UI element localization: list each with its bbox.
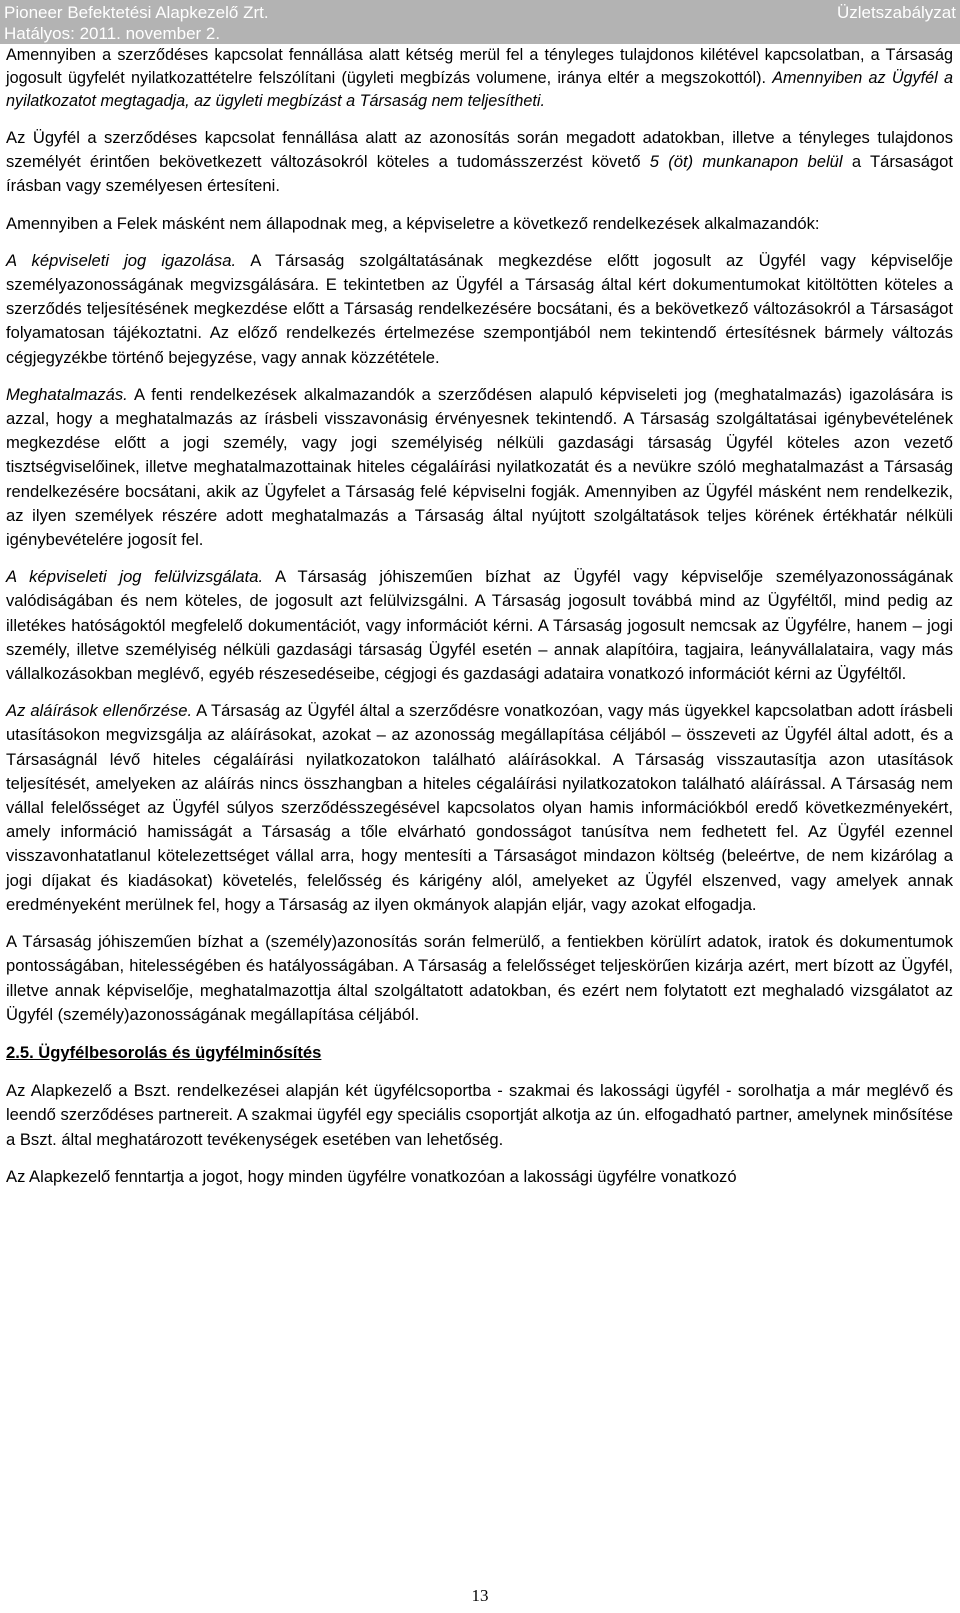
page-header <box>0 0 960 44</box>
paragraph-good-faith <box>6 930 953 1027</box>
paragraph-representation-review <box>6 565 953 686</box>
paragraph-text-italic: Amennyiben az Ügyfél a nyilatkozatot megtagadja, az ügyleti megbízást a Társaság nem teljesítheti. <box>6 69 953 110</box>
paragraph-text: A Társaság jóhiszeműen bízhat az Ügyfél vagy képviselője személyazonosságának valódiságában és nem köteles, de jogosult azt felülvizsgálni. A Társaság jogosult továbbá mind az Ügyféltől, mind pedig az illetékes hatóságoktól megfelelő dokumentációt, vagy információt kérni. A Társaság jogosult nemcsak az Ügyfélre, hanem – jogi személy, illetve személyiség nélküli gazdasági társaság Ügyfél esetén – annak alapítóira, tagjaira, leányvállalataira, vagy más vállalkozásokban meglévő, egyéb részesedéseibe, cégjogi és gazdasági adataira vonatkozó információt kérni az Ügyféltől. <box>6 567 953 684</box>
paragraph-text: a Társaságot írásban vagy személyesen értesíteni. <box>6 152 953 196</box>
paragraph-change-notification <box>6 126 953 199</box>
header-company: Pioneer Befektetési Alapkezelő Zrt. <box>4 3 269 22</box>
paragraph-heading: Meghatalmazás. <box>6 384 128 404</box>
paragraph-power-of-attorney <box>6 383 953 552</box>
paragraph-signature-check <box>6 699 953 917</box>
paragraph-heading: Az aláírások ellenőrzése. <box>6 701 193 721</box>
section-title: 2.5. Ügyfélbesorolás és ügyfélminősítés <box>6 1042 322 1062</box>
header-row-top <box>4 2 956 23</box>
document-body <box>0 44 960 1189</box>
paragraph-representation-intro <box>6 212 953 236</box>
paragraph-beneficial-owner <box>6 44 953 113</box>
deadline-text: 5 (öt) munkanapon belül <box>649 152 843 172</box>
paragraph-text: A fenti rendelkezések alkalmazandók a szerződésen alapuló képviseleti jog (meghatalmazás) igazolására is azzal, hogy a meghatalmazás az írásbeli visszavonásig érvényesnek tekintendő. A Társaság szolgáltatásai igénybevételének megkezdése előtt a jogi személy, vagy jogi személyiség nélküli gazdasági társaság Ügyfél köteles azon vezető tisztségviselőinek, illetve meghatalmazottainak hiteles cégaláírási nyilatkozatát és a nevükre szóló meghatalmazást a Társaság rendelkezésére bocsátani, akik az Ügyfelet a Társaság felé képviselni fogják. Amennyiben az Ügyfél másként nem rendelkezik, az ilyen személyek részére adott meghatalmazás a Társaság által nyújtott szolgáltatások teljes körének értékhatár nélküli igénybevételére jogosít fel. <box>6 384 954 550</box>
paragraph-text: A Társaság jóhiszeműen bízhat a (személy)azonosítás során felmerülő, a fentiekben körülírt adatok, iratok és dokumentumok pontosságában, hitelességében és hatályosságában. A Társaság a felelősséget teljeskörűen kizárja azért, mert bízott az Ügyfél, illetve annak képviselője, meghatalmazottja által szolgáltatott adatokban, és ezért nem folytatott ezt meghaladó vizsgálatot az Ügyfél (személy)azonosságának megállapítása céljából. <box>6 932 953 1024</box>
paragraph-text: Az Alapkezelő a Bszt. rendelkezései alapján két ügyfélcsoportba - szakmai és lakossági ügyfél - sorolhatja a már meglévő és leendő szerződéses partnereit. A szakmai ügyfél egy speciális csoportját alkotja az ún. elfogadható partner, amelynek minősítése a Bszt. által meghatározott tevékenységek esetében van lehetőség. <box>6 1081 953 1149</box>
paragraph-text: Az Ügyfél a szerződéses kapcsolat fennállása alatt az azonosítás során megadott adatokban, illetve a tényleges tulajdonos személyét érintően bekövetkezett változásokról köteles a tudomásszerzést követő <box>6 128 953 172</box>
paragraph-heading: A képviseleti jog felülvizsgálata. <box>6 567 264 587</box>
page-number: 13 <box>471 1586 489 1605</box>
header-row-bottom <box>4 23 956 44</box>
header-effective-date: Hatályos: 2011. november 2. <box>4 24 221 43</box>
paragraph-representation-proof <box>6 249 953 370</box>
header-doc-title: Üzletszabályzat <box>836 3 956 22</box>
paragraph-text: Amennyiben a Felek másként nem állapodnak meg, a képviseletre a következő rendelkezések alkalmazandók: <box>6 213 820 233</box>
paragraph-text: Az Alapkezelő fenntartja a jogot, hogy minden ügyfélre vonatkozóan a lakossági ügyfélre vonatkozó <box>6 1166 737 1186</box>
paragraph-text: A Társaság szolgáltatásának megkezdése előtt jogosult az Ügyfél vagy képviselője személyazonosságának megvizsgálására. E tekintetben az Ügyfél a Társaság által kért dokumentumokat kitöltötten köteles a szerződés teljesítésének megkezdése előtt a Társaság rendelkezésére bocsátani, és a bekövetkező változásokról a Társaságot folyamatosan tájékoztatni. Az előző rendelkezés értelmezése szempontjából nem tekintendő értesítésnek bármely változás cégjegyzékbe történő bejegyzése, vagy annak közzététele. <box>6 250 953 367</box>
paragraph-client-categories <box>6 1079 953 1152</box>
paragraph-text: Amennyiben a szerződéses kapcsolat fennállása alatt kétség merül fel a tényleges tulajdonos kilétével kapcsolatban, a Társaság jogosult ügyfelét nyilatkozattételre felszólítani (ügyleti megbízás volumene, iránya eltér a megszokottól). <box>6 46 953 87</box>
paragraph-text: A Társaság az Ügyfél által a szerződésre vonatkozóan, vagy más ügyekkel kapcsolatban adott írásbeli utasításokon megvizsgálja az aláírásokat, azokat – az azonosság megállapítása céljából – összeveti az Ügyfél által adott, és a Társaságnál lévő hiteles cégaláírási nyilatkozatokon található aláírásokkal. A Társaság visszautasítja azon utasítások teljesítését, amelyeken az aláírás nincs összhangban a hiteles cégaláírási nyilatkozatokon található aláírással. A Társaság nem vállal felelősséget az Ügyfél súlyos szerződésszegésével kapcsolatos olyan hamis információkból eredő következményekért, amely információ hamisságát a Társaság a tőle elvárható gondosságot tanúsítva nem fedhetett fel. Az Ügyfél ezennel visszavonhatatlanul kötelezettséget vállal arra, hogy mentesíti a Társaságot mindazon költség (beleértve, de nem kizárólag a jogi díjakat és kiadásokat) követelés, felelősség és kárigény alól, amelyeket az Ügyfél elszenved, vagy amelyek annak eredményeként merülnek fel, hogy a Társaság az ilyen okmányok alapján eljár, vagy azokat elfogadja. <box>6 701 953 914</box>
paragraph-reserve-right <box>6 1165 953 1189</box>
paragraph-heading: A képviseleti jog igazolása. <box>6 250 237 270</box>
